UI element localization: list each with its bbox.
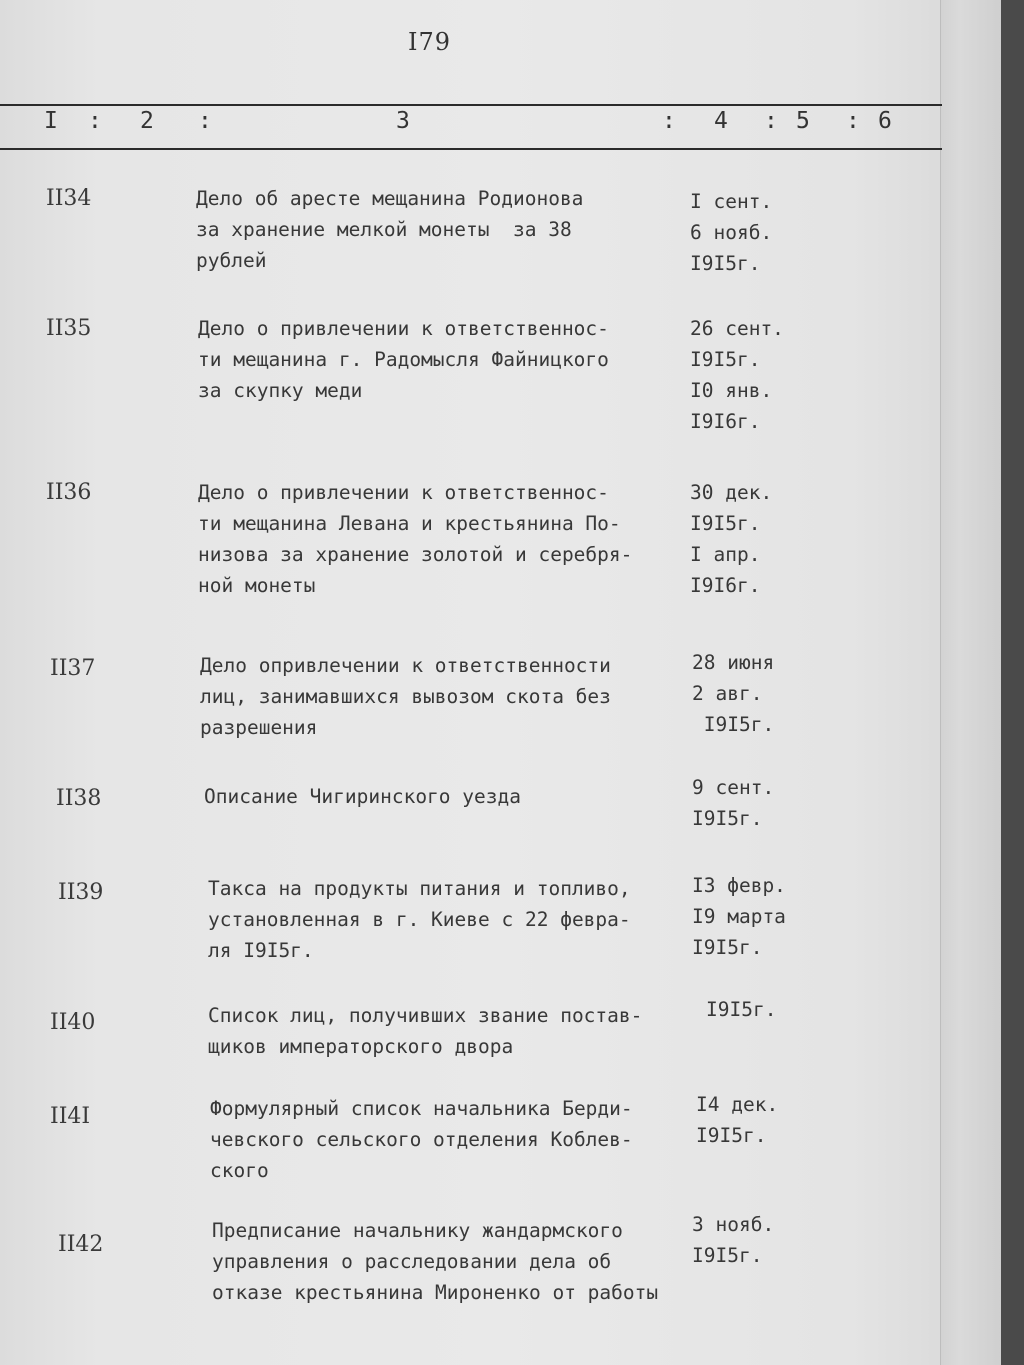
entry-line: Дело о привлечении к ответственнос- bbox=[198, 317, 609, 340]
entry-line: Формулярный список начальника Берди- bbox=[210, 1097, 633, 1120]
column-header-4: 4 bbox=[714, 108, 728, 134]
entry-line: ля I9I5г. bbox=[208, 939, 314, 962]
date-line: 26 сент. bbox=[690, 317, 784, 340]
date-line: I9I5г. bbox=[692, 1244, 763, 1267]
entry-description bbox=[200, 650, 611, 743]
entry-line: установленная в г. Киеве с 22 февра- bbox=[208, 908, 631, 931]
entry-line: Описание Чигиринского уезда bbox=[204, 785, 521, 808]
header-top-rule bbox=[0, 104, 942, 106]
column-separator: : bbox=[662, 108, 676, 134]
entry-line: низова за хранение золотой и серебря- bbox=[198, 543, 633, 566]
entry-dates bbox=[690, 477, 772, 601]
date-line: 30 дек. bbox=[690, 481, 773, 504]
column-header-2: 2 bbox=[140, 108, 154, 134]
entry-line: рублей bbox=[196, 249, 267, 272]
entry-number: II37 bbox=[50, 656, 96, 681]
date-line: I9I5г. bbox=[692, 936, 763, 959]
entry-number: II40 bbox=[50, 1010, 96, 1035]
entry-dates bbox=[692, 870, 786, 963]
date-line: I сент. bbox=[690, 190, 773, 213]
page-number: I79 bbox=[408, 28, 452, 56]
entry-line: отказе крестьянина Мироненко от работы bbox=[212, 1281, 659, 1304]
entry-line: за скупку меди bbox=[198, 379, 363, 402]
entry-dates bbox=[692, 647, 774, 740]
entry-number: II38 bbox=[56, 786, 102, 811]
entry-line: Список лиц, получивших звание постав- bbox=[208, 1004, 643, 1027]
column-separator: : bbox=[88, 108, 102, 134]
entry-line: Дело о привлечении к ответственнос- bbox=[198, 481, 609, 504]
entry-line: Такса на продукты питания и топливо, bbox=[208, 877, 631, 900]
entry-description bbox=[196, 183, 583, 276]
next-page-edge bbox=[940, 0, 1001, 1365]
date-line: I9I6г. bbox=[690, 574, 761, 597]
column-header-3: 3 bbox=[396, 108, 410, 134]
date-line: I апр. bbox=[690, 543, 761, 566]
date-line: I9I5г. bbox=[692, 713, 775, 736]
date-line: I9I5г. bbox=[696, 1124, 767, 1147]
entry-line: чевского сельского отделения Коблев- bbox=[210, 1128, 633, 1151]
date-line: I9 марта bbox=[692, 905, 786, 928]
entry-line: ского bbox=[210, 1159, 269, 1182]
date-line: 2 авг. bbox=[692, 682, 763, 705]
entry-line: щиков императорского двора bbox=[208, 1035, 514, 1058]
entry-line: разрешения bbox=[200, 716, 318, 739]
date-line: 6 нояб. bbox=[690, 221, 773, 244]
entry-line: за хранение мелкой монеты за 38 bbox=[196, 218, 572, 241]
entry-description bbox=[212, 1215, 658, 1308]
date-line: I9I5г. bbox=[692, 807, 763, 830]
entry-line: Предписание начальнику жандармского bbox=[212, 1219, 623, 1242]
entry-line: ной монеты bbox=[198, 574, 316, 597]
date-line: I9I6г. bbox=[690, 410, 761, 433]
column-header-6: 6 bbox=[878, 108, 892, 134]
entry-number: II35 bbox=[46, 316, 92, 341]
entry-dates bbox=[692, 772, 774, 834]
entry-description bbox=[198, 477, 632, 601]
entry-line: ти мещанина г. Радомысля Файницкого bbox=[198, 348, 609, 371]
entry-number: II36 bbox=[46, 480, 92, 505]
entry-number: II39 bbox=[58, 880, 104, 905]
entry-line: управления о расследовании дела об bbox=[212, 1250, 612, 1273]
entry-description bbox=[198, 313, 609, 406]
entry-dates bbox=[696, 1089, 778, 1151]
date-line: 9 сент. bbox=[692, 776, 775, 799]
entry-dates bbox=[706, 994, 776, 1025]
date-line: I9I5г. bbox=[706, 998, 777, 1021]
entry-number: II34 bbox=[46, 186, 92, 211]
entry-description bbox=[204, 781, 521, 812]
entry-line: Дело опривлечении к ответственности bbox=[200, 654, 611, 677]
entry-dates bbox=[692, 1209, 774, 1271]
entry-description bbox=[208, 873, 631, 966]
entry-line: Дело об аресте мещанина Родионова bbox=[196, 187, 584, 210]
date-line: I9I5г. bbox=[690, 348, 761, 371]
date-line: I3 февр. bbox=[692, 874, 786, 897]
column-header-1: I bbox=[44, 108, 58, 134]
entry-number: II4I bbox=[50, 1104, 91, 1129]
date-line: 28 июня bbox=[692, 651, 775, 674]
entry-dates bbox=[690, 313, 784, 437]
entry-dates bbox=[690, 186, 772, 279]
date-line: I9I5г. bbox=[690, 512, 761, 535]
date-line: I4 дек. bbox=[696, 1093, 779, 1116]
entry-number: II42 bbox=[58, 1232, 104, 1257]
entry-line: ти мещанина Левана и крестьянина По- bbox=[198, 512, 621, 535]
entry-line: лиц, занимавшихся вывозом скота без bbox=[200, 685, 611, 708]
column-header-5: 5 bbox=[796, 108, 810, 134]
entry-description bbox=[210, 1093, 633, 1186]
entry-description bbox=[208, 1000, 642, 1062]
date-line: I9I5г. bbox=[690, 252, 761, 275]
column-separator: : bbox=[198, 108, 212, 134]
date-line: 3 нояб. bbox=[692, 1213, 775, 1236]
header-bottom-rule bbox=[0, 148, 942, 150]
column-separator: : bbox=[764, 108, 778, 134]
column-separator: : bbox=[846, 108, 860, 134]
date-line: I0 янв. bbox=[690, 379, 773, 402]
